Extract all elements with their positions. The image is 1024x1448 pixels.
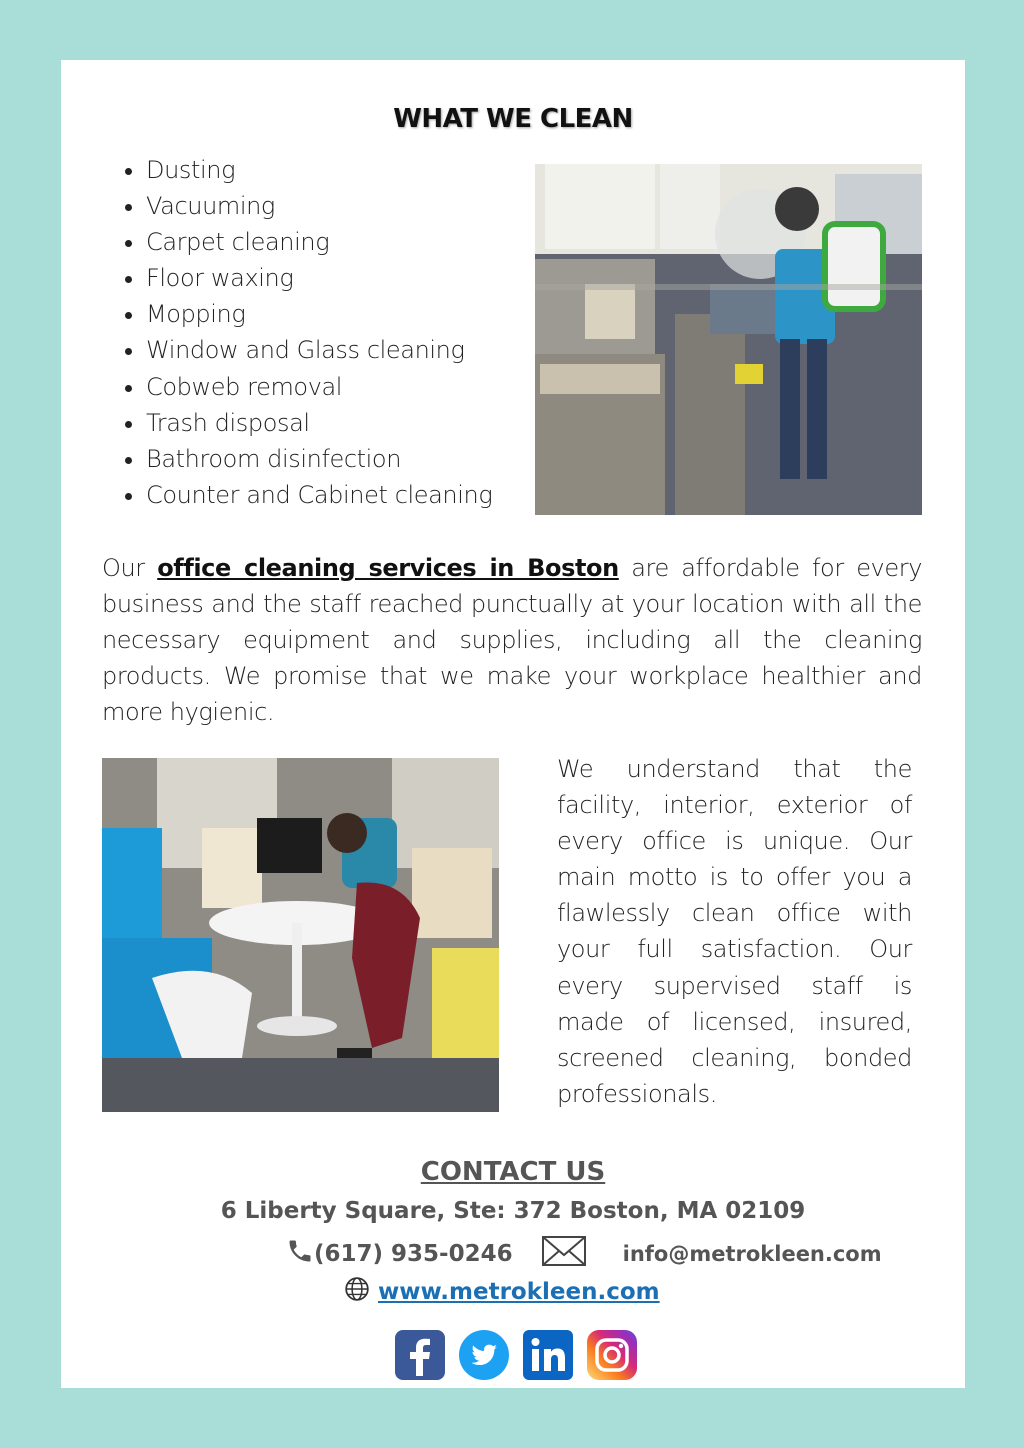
intro-suffix: are affordable for every business and the staff reached punctually at your location with all the necessary equipment and supplies, including all the cleaning products. We promise that we make your workplace healthier and more hygienic. — [102, 554, 922, 727]
intro-paragraph — [102, 550, 922, 730]
list-item: • Cobweb removal — [146, 369, 492, 405]
phone-email-row — [286, 1236, 882, 1272]
office-disinfection-photo — [535, 164, 922, 515]
page-title: WHAT WE CLEAN — [393, 104, 633, 134]
website-link[interactable]: www.metrokleen.com — [378, 1279, 660, 1305]
social-icons — [395, 1330, 637, 1380]
phone-icon — [286, 1237, 314, 1271]
list-item: • Vacuuming — [146, 188, 492, 224]
email-address[interactable]: info@metrokleen.com — [622, 1242, 882, 1266]
list-item: • Dusting — [146, 152, 492, 188]
table-cleaning-photo — [102, 758, 499, 1112]
list-item: • Window and Glass cleaning — [146, 332, 492, 368]
list-item: • Mopping — [146, 296, 492, 332]
facebook-icon[interactable] — [395, 1330, 445, 1380]
contact-heading: CONTACT US — [420, 1157, 606, 1187]
list-item: • Floor waxing — [146, 260, 492, 296]
services-list — [116, 152, 492, 513]
list-item: • Counter and Cabinet cleaning — [146, 477, 492, 513]
mail-icon — [541, 1235, 587, 1273]
twitter-icon[interactable] — [459, 1330, 509, 1380]
list-item: • Trash disposal — [146, 405, 492, 441]
website-row — [344, 1274, 660, 1310]
address-text: 6 Liberty Square, Ste: 372 Boston, MA 02109 — [220, 1198, 806, 1224]
phone-number[interactable]: (617) 935-0246 — [314, 1241, 513, 1267]
intro-prefix: Our — [102, 554, 158, 582]
list-item: • Bathroom disinfection — [146, 441, 492, 477]
linkedin-icon[interactable] — [523, 1330, 573, 1380]
instagram-icon[interactable] — [587, 1330, 637, 1380]
globe-icon — [344, 1276, 370, 1308]
list-item: • Carpet cleaning — [146, 224, 492, 260]
office-cleaning-link[interactable]: office cleaning services in Boston — [157, 554, 619, 582]
flyer-page — [61, 60, 965, 1388]
about-paragraph: We understand that the facility, interior, exterior of every office is unique. Our main motto is to offer you a flawlessly clean office with your full satisfaction. Our every supervised staff is made of licensed, insured, screened cleaning, bonded professionals. — [557, 755, 912, 1108]
